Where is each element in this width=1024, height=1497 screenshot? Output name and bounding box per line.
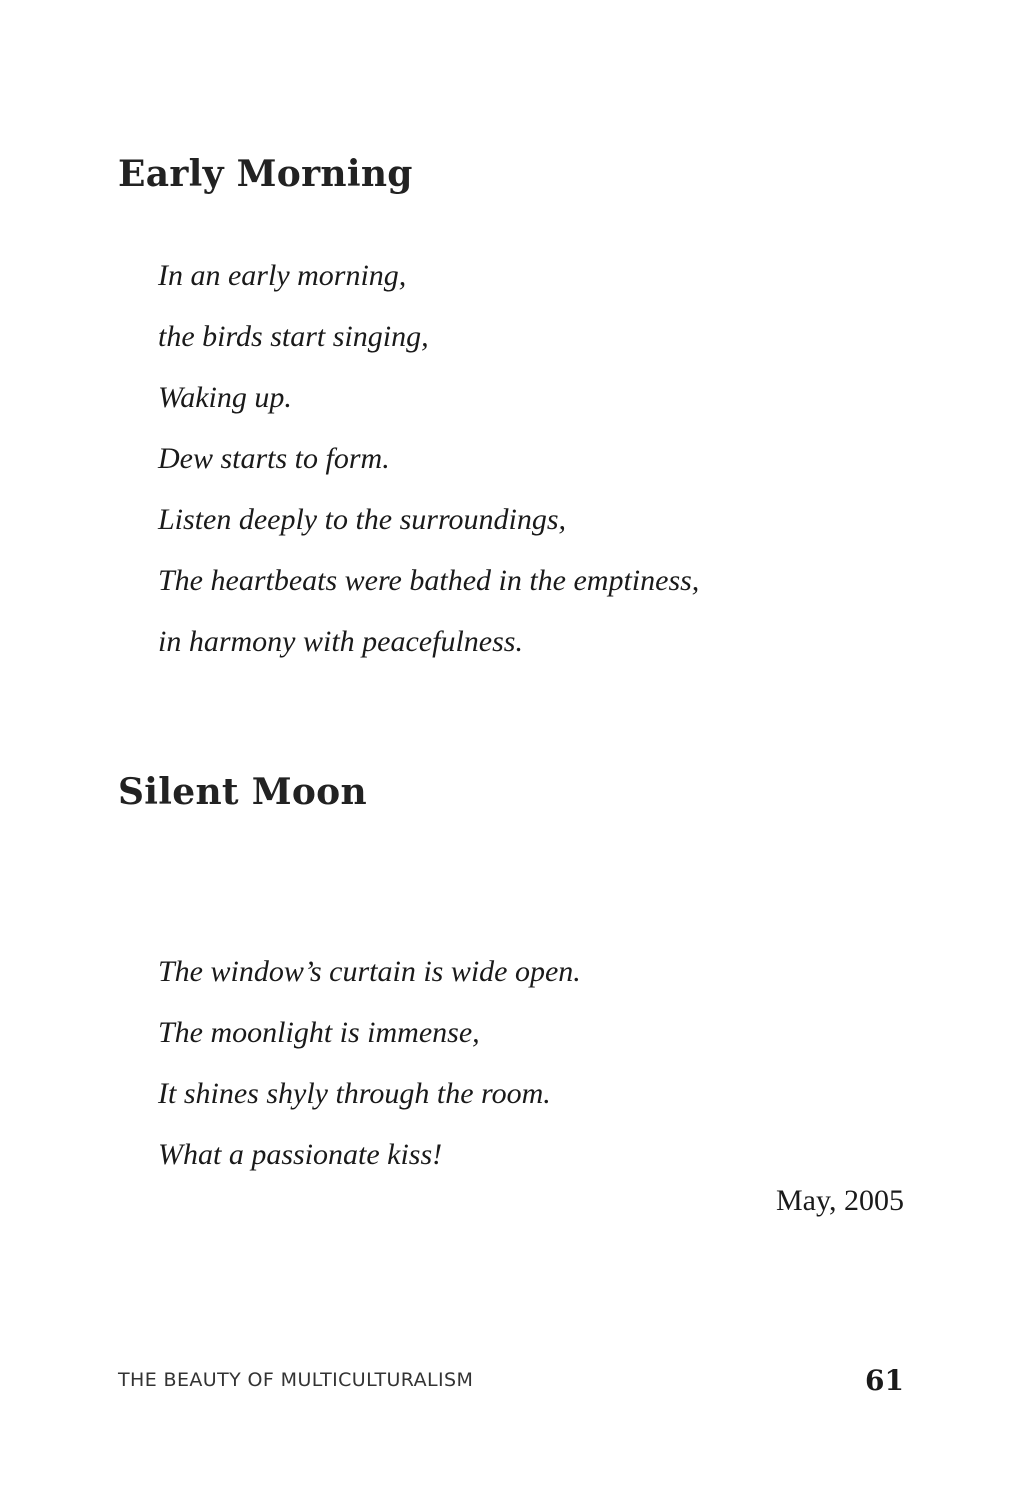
poem-title-silent-moon: Silent Moon (118, 771, 367, 813)
poem-line: Dew starts to form. (158, 442, 390, 475)
footer-book-title: THE BEAUTY OF MULTICULTURALISM (118, 1369, 474, 1391)
poem-line: The moonlight is immense, (158, 1016, 480, 1049)
page-number: 61 (865, 1364, 904, 1397)
poem-date: May, 2005 (775, 1184, 904, 1217)
poem-body-early-morning (158, 257, 699, 684)
poem-line: The heartbeats were bathed in the emptiness, (158, 564, 700, 597)
poem-line: in harmony with peacefulness. (158, 625, 523, 658)
poem-line: What a passionate kiss! (158, 1138, 443, 1171)
poem-line: The window’s curtain is wide open. (158, 955, 581, 988)
poem-line: Waking up. (158, 381, 292, 414)
poem-line: In an early morning, (158, 259, 407, 292)
poem-body-silent-moon (158, 953, 581, 1197)
poem-title-early-morning: Early Morning (118, 153, 413, 195)
poem-line: Listen deeply to the surroundings, (158, 503, 567, 536)
poem-line: the birds start singing, (158, 320, 429, 353)
poem-line: It shines shyly through the room. (158, 1077, 551, 1110)
